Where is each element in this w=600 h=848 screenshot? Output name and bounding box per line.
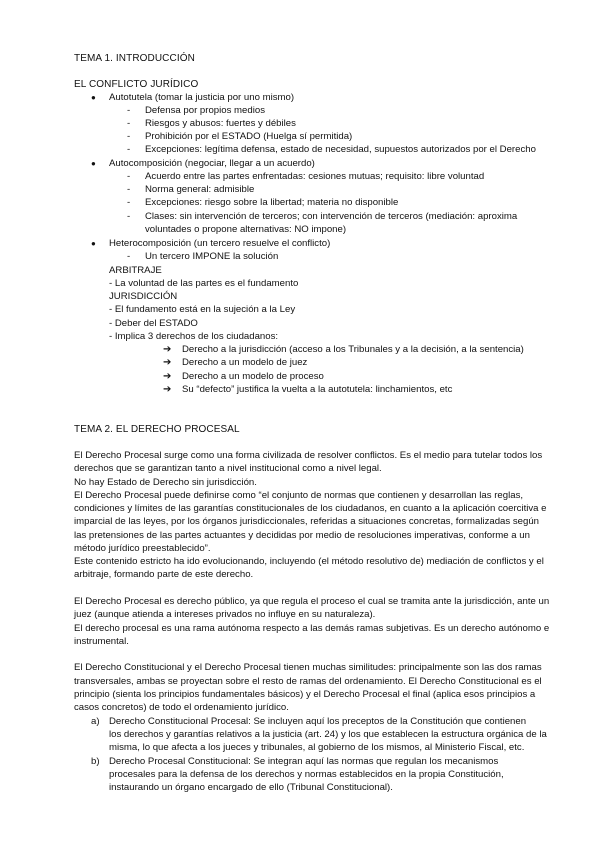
paragraph-line: casos concretos) de todo el ordenamiento jurídico. (74, 702, 289, 713)
bullet-heterocomposicion: Heterocomposición (un tercero resuelve el conflicto) (109, 238, 331, 249)
derecho-item: Derecho a la jurisdicción (acceso a los Tribunales y a la decisión, a la sentencia) (182, 344, 524, 355)
paragraph-line: El derecho procesal es una rama autónoma respecto a las demás ramas subjetivas. Es un derecho autónomo e (74, 623, 550, 634)
list-item: Norma general: admisible (145, 184, 255, 195)
list-item: Riesgos y abusos: fuertes y débiles (145, 118, 296, 129)
list-item-line: Derecho Procesal Constitucional: Se integran aquí las normas que regulan los mecanismos (109, 756, 499, 767)
bullet-autotutela: Autotutela (tomar la justicia por uno mismo) (109, 92, 295, 103)
subheading-arbitraje: ARBITRAJE (109, 265, 162, 276)
paragraph-line: juez (aunque atienda a intereses privados no influye en su naturaleza). (74, 609, 376, 620)
list-item-line: los derechos y garantías relativos a la justicia (art. 24) y los que establecen la estructura orgánica de la (109, 729, 547, 740)
dash-marker: - (127, 197, 131, 208)
dash-marker: - (127, 105, 131, 116)
jurisdiccion-line: - Implica 3 derechos de los ciudadanos: (109, 331, 279, 342)
paragraph-line: Este contenido estricto ha ido evolucionando, incluyendo (el método resolutivo de) mediación de conflictos y el (74, 556, 544, 567)
derecho-item: Su “defecto” justifica la vuelta a la autotutela: linchamientos, etc (182, 384, 453, 395)
tema1-title: TEMA 1. INTRODUCCIÓN (74, 53, 195, 64)
paragraph-line: instrumental. (74, 636, 129, 647)
dash-marker: - (127, 184, 131, 195)
subheading-jurisdiccion: JURISDICCIÓN (109, 291, 178, 302)
dash-marker: - (127, 251, 131, 262)
list-item: Acuerdo entre las partes enfrentadas: cesiones mutuas; requisito: libre voluntad (145, 171, 485, 182)
arrow-icon: ➔ (163, 357, 172, 368)
arbitraje-line: - La voluntad de las partes es el fundamento (109, 278, 299, 289)
dash-marker: - (127, 211, 131, 222)
list-item-continuation: voluntades o propone alternativas: NO impone) (145, 224, 347, 235)
bullet-icon: ● (91, 239, 96, 248)
list-item: Prohibición por el ESTADO (Huelga sí permitida) (145, 131, 353, 142)
jurisdiccion-line: - Deber del ESTADO (109, 318, 198, 329)
arrow-icon: ➔ (163, 344, 172, 355)
bullet-autocomposicion: Autocomposición (negociar, llegar a un acuerdo) (109, 158, 315, 169)
dash-marker: - (127, 144, 131, 155)
paragraph-line: No hay Estado de Derecho sin jurisdicción. (74, 477, 257, 488)
paragraph-line: derechos que se garantizan tanto a nivel institucional como a nivel legal. (74, 463, 382, 474)
list-marker: b) (91, 756, 100, 767)
paragraph-line: El Derecho Constitucional y el Derecho Procesal tienen muchas similitudes: principalmente son las dos ramas (74, 662, 542, 673)
paragraph-line: principio (sienta los principios fundamentales básicos) y el Derecho Procesal el final (aplica esos principios a (74, 689, 536, 700)
paragraph-line: El Derecho Procesal surge como una forma civilizada de resolver conflictos. Es el medio para tutelar todos los (74, 450, 543, 461)
dash-marker: - (127, 118, 131, 129)
list-item: Excepciones: legítima defensa, estado de necesidad, supuestos autorizados por el Derecho (145, 144, 536, 155)
derecho-item: Derecho a un modelo de juez (182, 357, 308, 368)
paragraph-line: transversales, ambas se proyectan sobre el resto de ramas del ordenamiento. El Derecho Constitucional es el (74, 676, 542, 687)
list-item-line: Derecho Constitucional Procesal: Se incluyen aquí los preceptos de la Constitución que contienen (109, 716, 527, 727)
list-item-line: misma, lo que afecta a los jueces y tribunales, al gobierno de los mismos, al Ministerio Fiscal, etc. (109, 742, 525, 753)
jurisdiccion-line: - El fundamento está en la sujeción a la Ley (109, 304, 296, 315)
paragraph-line: El Derecho Procesal es derecho público, ya que regula el proceso el cual se tramita ante la jurisdicción, ante un (74, 596, 550, 607)
paragraph-line: método jurídico preestablecido”. (74, 543, 211, 554)
list-item: Defensa por propios medios (145, 105, 265, 116)
paragraph-line: las pretensiones de las partes actuantes y decididas por medio de resoluciones imperativas, conforme a un (74, 530, 530, 541)
paragraph-line: imparcial de las leyes, por los órganos jurisdiccionales, referidas a situaciones concretas, formalizadas según (74, 516, 539, 527)
paragraph-line: El Derecho Procesal puede definirse como “el conjunto de normas que contienen y desarrollan las reglas, (74, 490, 524, 501)
paragraph-line: condiciones y límites de las garantías constitucionales de los ciudadanos, en cuanto a la aplicación coercitiva e (74, 503, 547, 514)
dash-marker: - (127, 171, 131, 182)
arrow-icon: ➔ (163, 371, 172, 382)
list-item: Un tercero IMPONE la solución (145, 251, 279, 262)
list-item: Clases: sin intervención de terceros; con intervención de terceros (mediación: aproxima (145, 211, 518, 222)
list-item: Excepciones: riesgo sobre la libertad; materia no disponible (145, 197, 399, 208)
bullet-icon: ● (91, 159, 96, 168)
list-item-line: procesales para la defensa de los derechos y normas establecidos en la propia Constitución, (109, 769, 504, 780)
list-item-line: instaurando un órgano encargado de ello (Tribunal Constitucional). (109, 782, 393, 793)
paragraph-line: arbitraje, formando parte de este derecho. (74, 569, 254, 580)
dash-marker: - (127, 131, 131, 142)
derecho-item: Derecho a un modelo de proceso (182, 371, 324, 382)
section-title-conflicto: EL CONFLICTO JURÍDICO (74, 79, 199, 90)
list-marker: a) (91, 716, 100, 727)
tema2-title: TEMA 2. EL DERECHO PROCESAL (74, 424, 240, 435)
arrow-icon: ➔ (163, 384, 172, 395)
bullet-icon: ● (91, 93, 96, 102)
